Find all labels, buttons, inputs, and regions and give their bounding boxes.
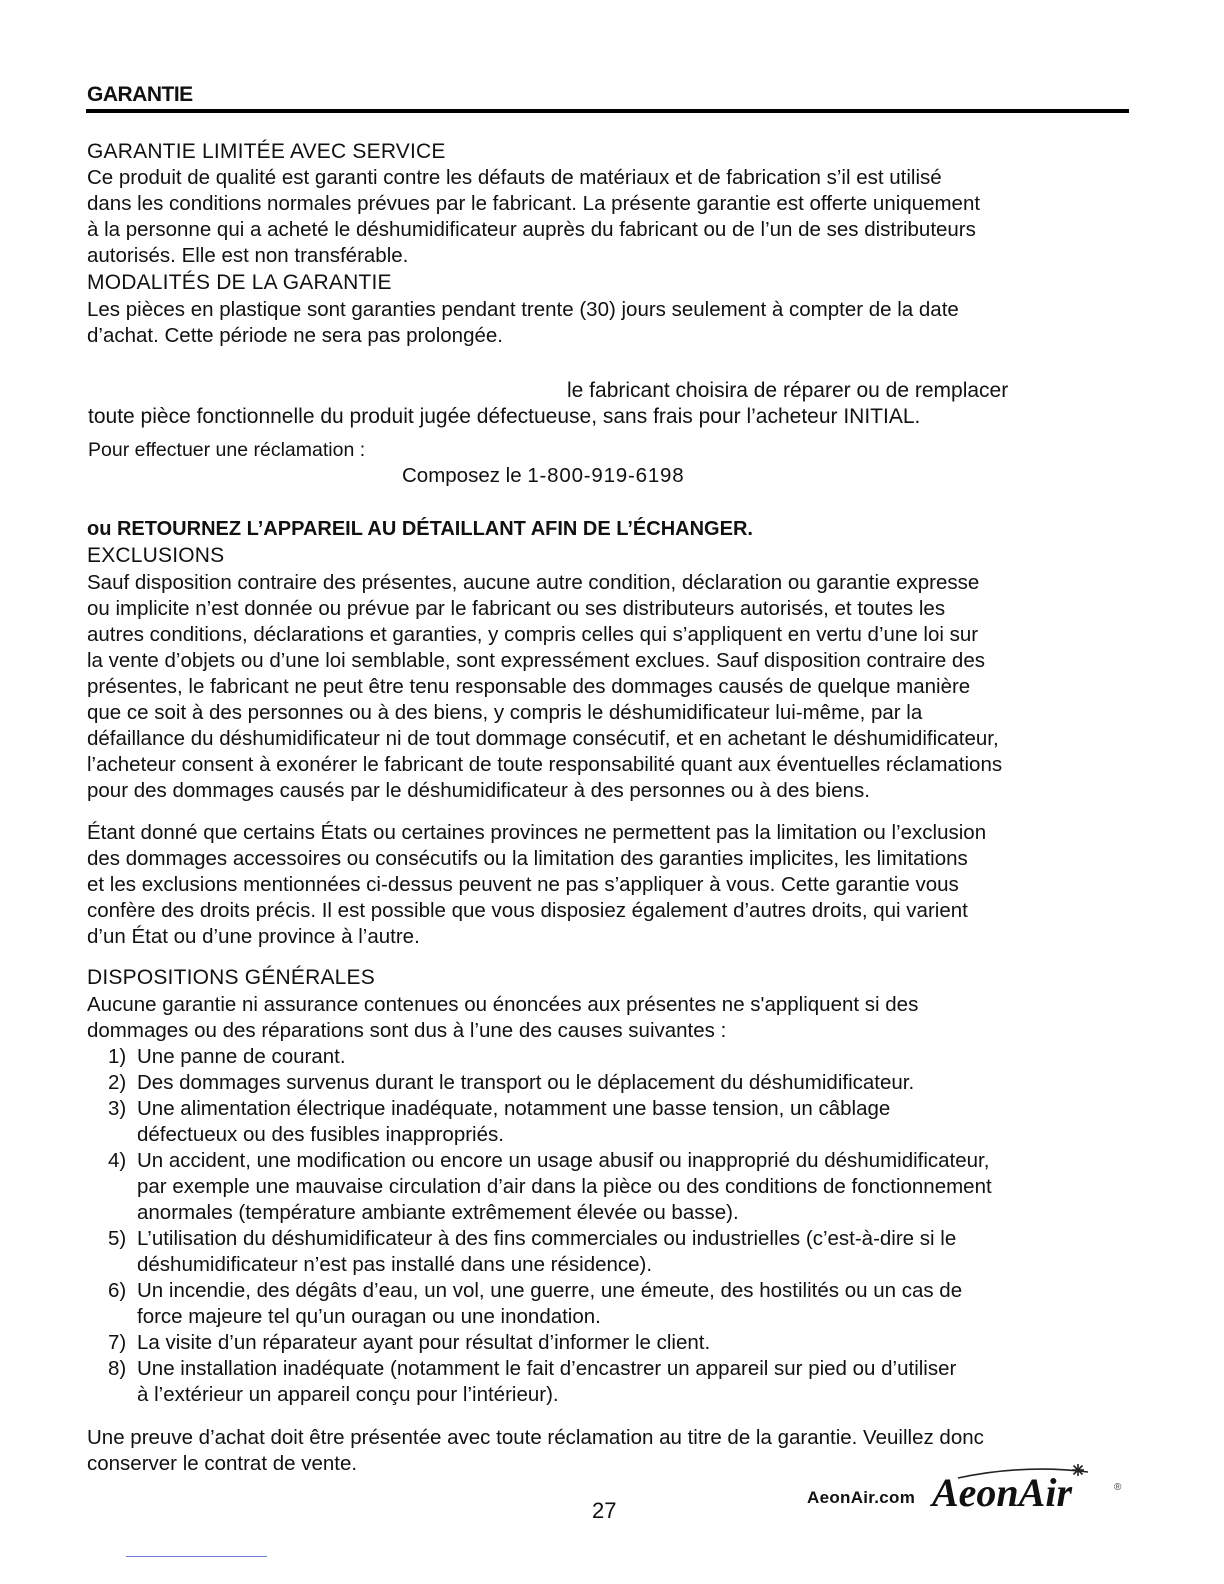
cause-item-line: anormales (température ambiante extrêmement élevée ou basse). bbox=[137, 1201, 739, 1224]
cause-item-number: 8) bbox=[108, 1357, 127, 1380]
cause-item-line: Une panne de courant. bbox=[137, 1045, 346, 1068]
cause-item-number: 3) bbox=[108, 1097, 127, 1120]
cause-item-text bbox=[137, 1148, 1138, 1226]
state-limitations-paragraph bbox=[87, 820, 1132, 950]
paragraph-line: dans les conditions normales prévues par le fabricant. La présente garantie est offerte uniquement bbox=[87, 192, 981, 215]
paragraph-line: conserver le contrat de vente. bbox=[87, 1452, 358, 1475]
section-heading-general-provisions: DISPOSITIONS GÉNÉRALES bbox=[87, 966, 375, 989]
cause-item-number: 6) bbox=[108, 1279, 127, 1302]
cause-item-line: par exemple une mauvaise circulation d’air dans la pièce ou des conditions de fonctionnement bbox=[137, 1175, 992, 1198]
paragraph-line: d’achat. Cette période ne sera pas prolongée. bbox=[87, 324, 503, 347]
paragraph-line: d’un État ou d’une province à l’autre. bbox=[87, 925, 420, 948]
paragraph-line: Étant donné que certains États ou certaines provinces ne permettent pas la limitation ou l’exclusion bbox=[87, 821, 987, 844]
logo-wordmark: AeonAir bbox=[932, 1470, 1073, 1514]
section-heading-warranty-terms: MODALITÉS DE LA GARANTIE bbox=[87, 271, 392, 294]
paragraph-line: à la personne qui a acheté le déshumidificateur auprès du fabricant ou de l’un de ses distributeurs bbox=[87, 218, 976, 241]
cause-item-text bbox=[137, 1044, 1138, 1070]
cause-item-number: 1) bbox=[108, 1045, 127, 1068]
return-to-retailer-note: ou RETOURNEZ L’APPAREIL AU DÉTAILLANT AFIN DE L’ÉCHANGER. bbox=[87, 518, 753, 540]
cause-item-number: 5) bbox=[108, 1227, 127, 1250]
general-provisions-paragraph bbox=[87, 992, 1132, 1044]
registered-mark: ® bbox=[1114, 1482, 1122, 1493]
cause-item-line: force majeure tel qu’un ouragan ou une inondation. bbox=[137, 1305, 601, 1328]
paragraph-line: l’acheteur consent à exonérer le fabricant de toute responsabilité quant aux éventuelles réclamations bbox=[87, 753, 1003, 776]
claim-label: Pour effectuer une réclamation : bbox=[88, 439, 366, 461]
warranty-terms-paragraph bbox=[87, 297, 1132, 349]
cause-item-line: Un incendie, des dégâts d’eau, un vol, une guerre, une émeute, des hostilités ou un cas de bbox=[137, 1279, 963, 1302]
exclusions-paragraph bbox=[87, 570, 1132, 804]
cause-item-line: Une installation inadéquate (notamment le fait d’encastrer un appareil sur pied ou d’utiliser bbox=[137, 1357, 957, 1380]
cause-item bbox=[108, 1148, 1138, 1226]
paragraph-line: présentes, le fabricant ne peut être tenu responsable des dommages causés de quelque manière bbox=[87, 675, 971, 698]
repair-replace-line: le fabricant choisira de réparer ou de remplacer bbox=[567, 379, 1009, 402]
cause-item bbox=[108, 1096, 1138, 1148]
paragraph-line: Une preuve d’achat doit être présentée avec toute réclamation au titre de la garantie. Veuillez donc bbox=[87, 1426, 984, 1449]
defective-part-line: toute pièce fonctionnelle du produit jugée défectueuse, sans frais pour l’acheteur INITIAL. bbox=[88, 405, 921, 428]
paragraph-line: Aucune garantie ni assurance contenues ou énoncées aux présentes ne s'appliquent si des bbox=[87, 993, 919, 1016]
cause-item-text bbox=[137, 1356, 1138, 1408]
page-number: 27 bbox=[592, 1498, 617, 1523]
cause-item-number: 2) bbox=[108, 1071, 127, 1094]
section-heading-limited-warranty: GARANTIE LIMITÉE AVEC SERVICE bbox=[87, 140, 446, 163]
cause-item-number: 7) bbox=[108, 1331, 127, 1354]
phone-prefix: Composez le bbox=[402, 464, 522, 487]
cause-item-line: à l’extérieur un appareil conçu pour l’intérieur). bbox=[137, 1383, 559, 1406]
paragraph-line: des dommages accessoires ou consécutifs ou la limitation des garanties implicites, les limitations bbox=[87, 847, 968, 870]
cause-item-line: La visite d’un réparateur ayant pour résultat d’informer le client. bbox=[137, 1331, 711, 1354]
paragraph-line: Les pièces en plastique sont garanties pendant trente (30) jours seulement à compter de la date bbox=[87, 298, 959, 321]
paragraph-line: autres conditions, déclarations et garanties, y compris celles qui s’appliquent en vertu d’une loi sur bbox=[87, 623, 979, 646]
paragraph-line: la vente d’objets ou d’une loi semblable, sont expressément exclues. Sauf disposition contraire des bbox=[87, 649, 985, 672]
paragraph-line: Ce produit de qualité est garanti contre les défauts de matériaux et de fabrication s’il est utilisé bbox=[87, 166, 942, 189]
cause-item-text bbox=[137, 1096, 1138, 1148]
cause-item-text bbox=[137, 1278, 1138, 1330]
cause-item-text bbox=[137, 1226, 1138, 1278]
bottom-underline-mark bbox=[126, 1556, 267, 1557]
aeonair-logo bbox=[928, 1462, 1128, 1514]
paragraph-line: autorisés. Elle est non transférable. bbox=[87, 244, 409, 267]
section-heading-exclusions: EXCLUSIONS bbox=[87, 544, 225, 567]
cause-item bbox=[108, 1044, 1138, 1070]
cause-item-number: 4) bbox=[108, 1149, 127, 1172]
cause-item-line: Des dommages survenus durant le transport ou le déplacement du déshumidificateur. bbox=[137, 1071, 915, 1094]
cause-item-line: L’utilisation du déshumidificateur à des fins commerciales ou industrielles (c’est-à-dire si le bbox=[137, 1227, 957, 1250]
paragraph-line: défaillance du déshumidificateur ni de tout dommage consécutif, et en achetant le déshumidificateur, bbox=[87, 727, 999, 750]
snowflake-icon bbox=[1072, 1464, 1084, 1476]
paragraph-line: ou implicite n’est donnée ou prévue par le fabricant ou ses distributeurs autorisés, et toutes les bbox=[87, 597, 946, 620]
page-header-title: GARANTIE bbox=[87, 83, 193, 106]
cause-item-line: défectueux ou des fusibles inappropriés. bbox=[137, 1123, 504, 1146]
cause-item-text bbox=[137, 1330, 1138, 1356]
paragraph-line: Sauf disposition contraire des présentes, aucune autre condition, déclaration ou garantie expresse bbox=[87, 571, 980, 594]
paragraph-line: et les exclusions mentionnées ci-dessus peuvent ne pas s’appliquer à vous. Cette garantie vous bbox=[87, 873, 959, 896]
cause-item-line: Une alimentation électrique inadéquate, notamment une basse tension, un câblage bbox=[137, 1097, 891, 1120]
phone-number: 1-800-919-6198 bbox=[527, 464, 685, 487]
header-rule bbox=[86, 109, 1129, 113]
cause-item-line: déshumidificateur n’est pas installé dans une résidence). bbox=[137, 1253, 653, 1276]
paragraph-line: que ce soit à des personnes ou à des biens, y compris le déshumidificateur lui-même, par la bbox=[87, 701, 923, 724]
paragraph-line: confère des droits précis. Il est possible que vous disposiez également d’autres droits, qui varient bbox=[87, 899, 968, 922]
cause-item-line: Un accident, une modification ou encore un usage abusif ou inapproprié du déshumidificateur, bbox=[137, 1149, 990, 1172]
paragraph-line: dommages ou des réparations sont dus à l’une des causes suivantes : bbox=[87, 1019, 727, 1042]
cause-item bbox=[108, 1226, 1138, 1278]
phone-line bbox=[402, 463, 684, 489]
cause-item bbox=[108, 1278, 1138, 1330]
cause-item bbox=[108, 1330, 1138, 1356]
cause-item bbox=[108, 1356, 1138, 1408]
limited-warranty-paragraph bbox=[87, 165, 1132, 269]
causes-list bbox=[108, 1044, 1138, 1408]
paragraph-line: pour des dommages causés par le déshumidificateur à des personnes ou à des biens. bbox=[87, 779, 870, 802]
website-url: AeonAir.com bbox=[807, 1488, 916, 1507]
cause-item bbox=[108, 1070, 1138, 1096]
cause-item-text bbox=[137, 1070, 1138, 1096]
